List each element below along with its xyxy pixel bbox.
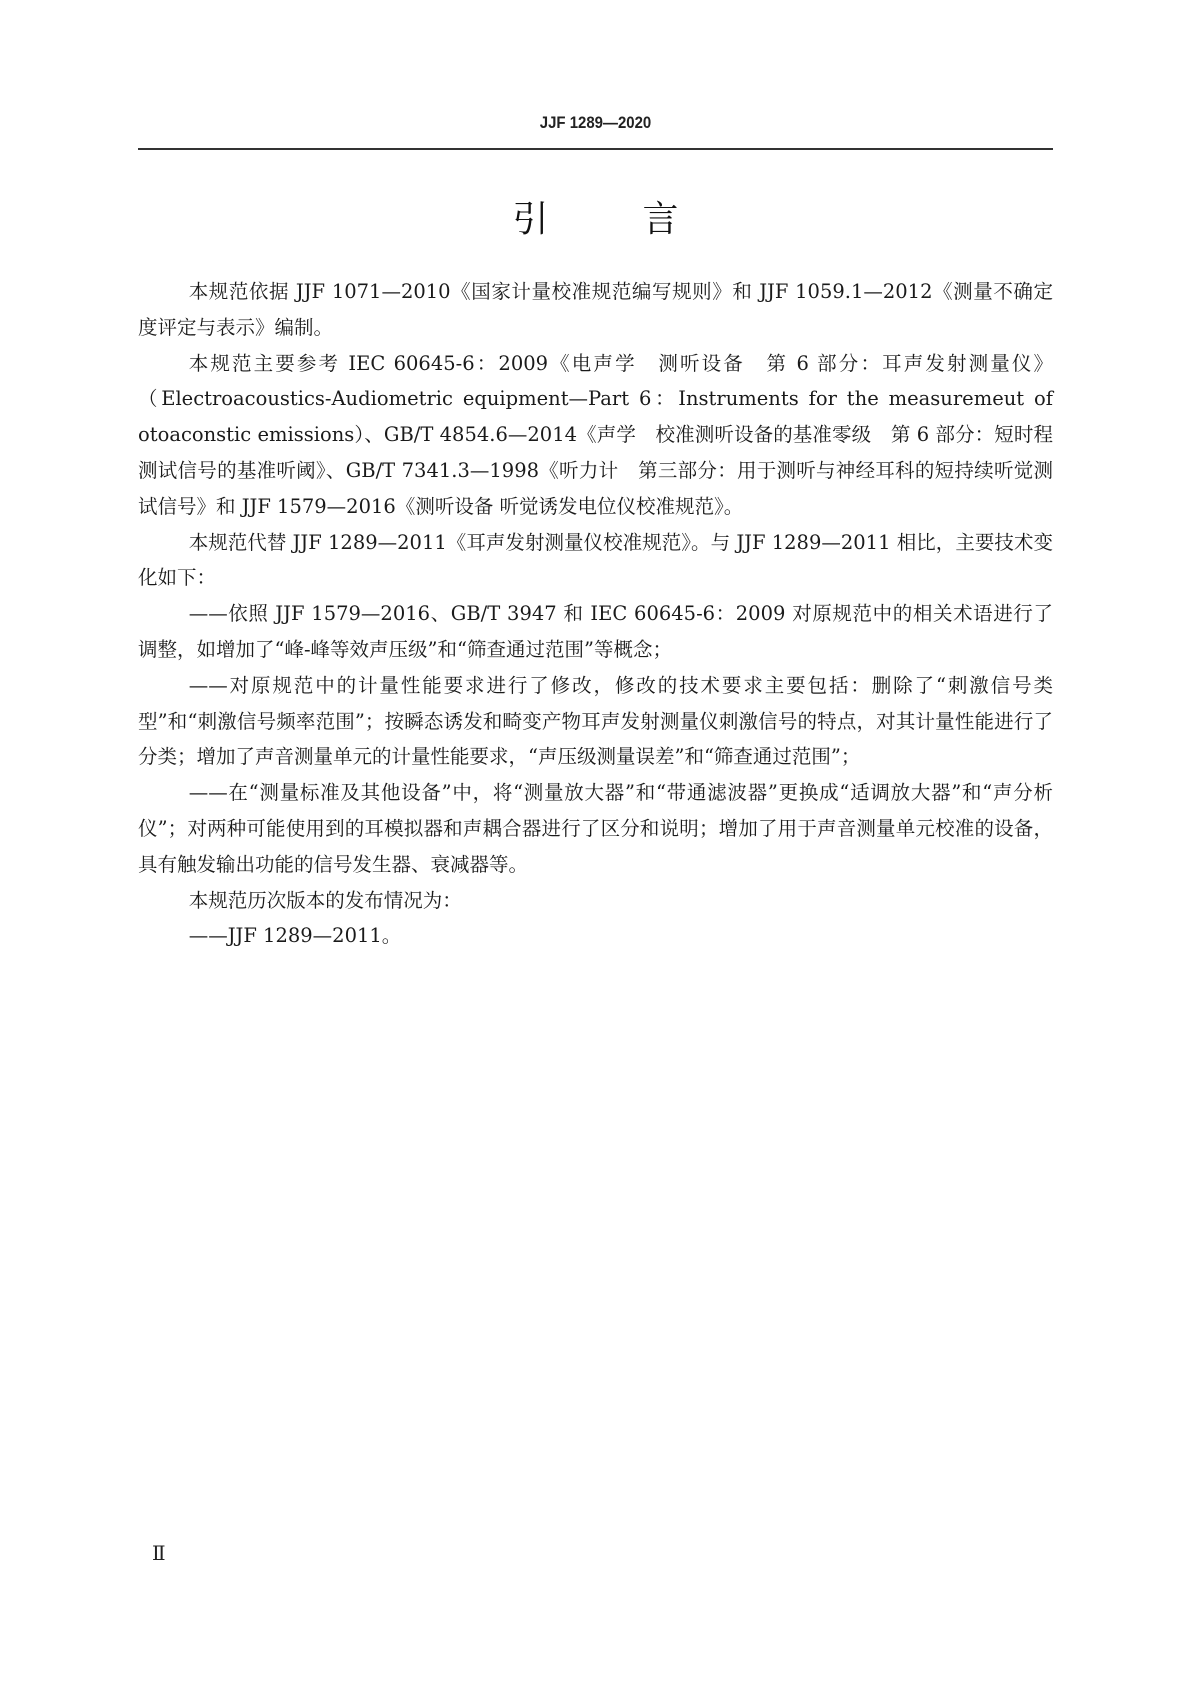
history-item: ——JJF 1289—2011。 bbox=[188, 924, 402, 948]
paragraph-history-intro: 本规范历次版本的发布情况为： bbox=[188, 888, 462, 912]
page-title-char-1: 引 bbox=[512, 199, 549, 240]
running-header bbox=[71, 113, 1119, 133]
paragraph-replacement: 本规范代替 JJF 1289—2011《耳声发射测量仪校准规范》。与 JJF 1289—2011 相比，主要技术变化如下： bbox=[138, 530, 1053, 590]
paragraph-basis: 本规范依据 JJF 1071—2010《国家计量校准规范编写规则》和 JJF 1059.1—2012《测量不确定度评定与表示》编制。 bbox=[138, 280, 1053, 339]
foreword-body bbox=[138, 274, 1053, 954]
standard-code: JJF 1289—2020 bbox=[539, 113, 652, 132]
page-title bbox=[0, 196, 1191, 244]
paragraph-references: 本规范主要参考 IEC 60645-6：2009《电声学 测听设备 第 6 部分：耳声发射测量仪》（Electroacoustics-Audiometric equipment—Part 6：Instruments for the measuremeut of otoaconstic emissions）、GB/T 4854.6—2014《声学 校准测听设备的基准零级 第 6 部分：短时程测试信号的基准听阈》、GB/T 7341.3—1998《听力计 第三部分：用于测听与神经耳科的短持续听觉测试信号》和 JJF 1579—2016《测听设备 听觉诱发电位仪校准规范》。 bbox=[138, 351, 1053, 518]
change-item-performance: ——对原规范中的计量性能要求进行了修改，修改的技术要求主要包括：删除了“刺激信号类型”和“刺激信号频率范围”；按瞬态诱发和畸变产物耳声发射测量仪刺激信号的特点，对其计量性能进行了分类；增加了声音测量单元的计量性能要求，“声压级测量误差”和“筛查通过范围”； bbox=[138, 673, 1053, 769]
header-rule bbox=[138, 148, 1053, 150]
change-item-terms: ——依照 JJF 1579—2016、GB/T 3947 和 IEC 60645-6：2009 对原规范中的相关术语进行了调整，如增加了“峰-峰等效声压级”和“筛查通过范围”等概念； bbox=[138, 602, 1053, 661]
page-number: Ⅱ bbox=[152, 1541, 166, 1565]
change-item-equipment: ——在“测量标准及其他设备”中，将“测量放大器”和“带通滤波器”更换成“适调放大器”和“声分析仪”；对两种可能使用到的耳模拟器和声耦合器进行了区分和说明；增加了用于声音测量单元校准的设备，具有触发输出功能的信号发生器、衰减器等。 bbox=[138, 781, 1053, 876]
page-title-char-2: 言 bbox=[642, 199, 679, 240]
